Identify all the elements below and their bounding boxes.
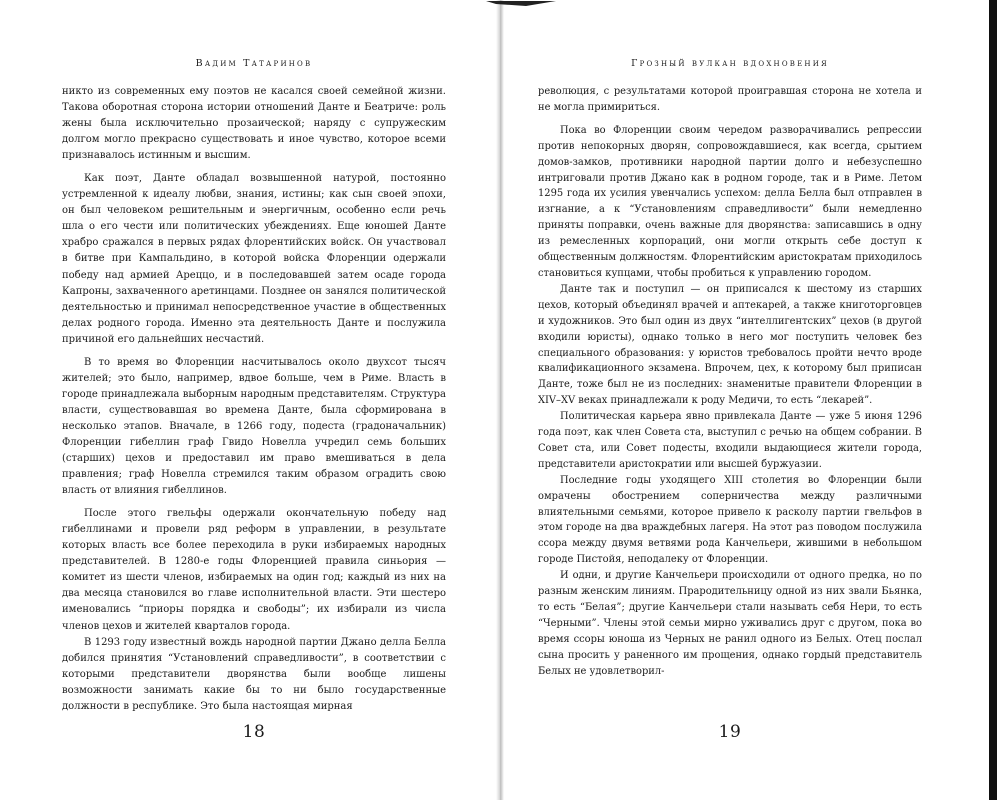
right-page-number: 19 bbox=[718, 722, 742, 742]
right-running-head: Грозный вулкан вдохновения bbox=[631, 58, 829, 69]
paragraph: никто из современных ему поэтов не касался своей семейной жизни. Такова оборотная сторона истории отношений Данте и Беатриче: роль жены была исключительно прозаической; наряду с супружеским долгом могло прекрасно существовать и иное чувство, которое всеми признавалось истинным и высшим. bbox=[62, 86, 446, 162]
scan-edge-shadow bbox=[989, 0, 997, 800]
paragraph: В то время во Флоренции насчитывалось около двухсот тысяч жителей; это было, например, вдвое больше, чем в Риме. Власть в городе принадлежала выборным народным представителям. Структура власти, существовавшая во времена Данте, была сформирована в несколько этапов. Вначале, в 1266 году, подеста (градоначальник) Флоренции гибеллин граф Гвидо Новелла учредил семь больших (старших) цехов и предоставил им право вмешиваться в дела правления; граф Новелла стремился таким образом оградить свою власть от влияния гибеллинов. bbox=[62, 356, 446, 497]
paragraph: революция, с результатами которой проигравшая сторона не хотела и не могла примириться. bbox=[538, 86, 922, 113]
paragraph: И одни, и другие Канчельери происходили от одного предка, но по разным женским линиям. Прародительницу одной из них звали Бьянка, то есть “Белая”; другие Канчельери стали называть себя Нери, то есть “Черными”. Члены этой семьи мирно уживались друг с другом, пока во время ссоры юноша из Черных не ранил одного из Белых. Отец послал сына просить у раненного им прощения, однако гордый представитель Белых не удовлетворил- bbox=[538, 570, 922, 677]
left-page-number: 18 bbox=[242, 722, 266, 742]
left-page bbox=[62, 0, 446, 800]
book-spine-gutter bbox=[496, 0, 504, 800]
right-page-body bbox=[538, 84, 922, 680]
right-page bbox=[538, 0, 922, 800]
left-running-head: Вадим Татаринов bbox=[195, 58, 313, 69]
paragraph: После этого гвельфы одержали окончательную победу над гибеллинами и провели ряд реформ в управлении, в результате которых власть все более переходила в руки избираемых народных представителей. В 1280-е годы Флоренцией правила синьория — комитет из шести членов, избираемых на один год; каждый из них на два месяца становился во главе исполнительной власти. Эти шестеро именовались “приоры порядка и свободы”; их избирали из числа членов цехов и жителей кварталов города. bbox=[62, 508, 446, 632]
paragraph: Последние годы уходящего XIII столетия во Флоренции были омрачены обострением соперничества между различными влиятельными семьями, которое привело к расколу партии гвельфов в этом городе на два враждебных лагеря. На этот раз поводом послужила ссора между двумя ветвями рода Канчельери, жившими в небольшом городе Пистойя, неподалеку от Флоренции. bbox=[538, 474, 922, 566]
left-page-body bbox=[62, 84, 446, 715]
paragraph: Пока во Флоренции своим чередом разворачивались репрессии против непокорных дворян, сопровождавшиеся, как всегда, срытием домов-замков, противники народной партии долго и небезуспешно интриговали против Джано как в родном городе, так и в Риме. Летом 1295 года их усилия увенчались успехом: делла Белла был отправлен в изгнание, а к “Установлениям справедливости” были немедленно приняты поправки, очень важные для дворянства: записавшись в одну из ремесленных корпораций, они могли открыть себе доступ к общественным должностям. Флорентийским аристократам приходилось становиться купцами, чтобы пробиться к управлению городом. bbox=[538, 124, 922, 279]
paragraph: Как поэт, Данте обладал возвышенной натурой, постоянно устремленной к идеалу любви, знания, истины; как сын своей эпохи, он был человеком решительным и энергичным, особенно если речь шла о его чести или политических убеждениях. Еще юношей Данте храбро сражался в первых рядах флорентийских войск. Он участвовал в битве при Кампальдино, в которой войска Флоренции одержали победу над армией Ареццо, и в последовавшей затем осаде города Капроны, захваченного аретинцами. Позднее он занялся политической деятельностью и принимал непосредственное участие в общественных делах родного города. Именно эта деятельность Данте и послужила причиной его дальнейших несчастий. bbox=[62, 173, 446, 345]
paragraph: Данте так и поступил — он приписался к шестому из старших цехов, который объединял врачей и аптекарей, а также книготорговцев и художников. Это был один из двух “интеллигентских” цехов (в другой входили юристы), однако только в него мог поступить человек без специального образования: у юристов требовалось пройти нечто вроде квалификационного экзамена. Впрочем, цех, к которому был приписан Данте, тоже был не из последних: знаменитые правители Флоренции в XIV–XV веках принадлежали к роду Медичи, то есть “лекарей”. bbox=[538, 283, 922, 407]
paragraph: Политическая карьера явно привлекала Данте — уже 5 июня 1296 года поэт, как член Совета ста, выступил с речью на общем собрании. В Совет ста, или Совет подесты, входили выдающиеся жители города, представители аристократии или высшей буржуазии. bbox=[538, 411, 922, 470]
paragraph: В 1293 году известный вождь народной партии Джано делла Белла добился принятия “Установлений справедливости”, в соответствии с которыми представители дворянства были вообще лишены возможности занимать какие бы то ни было государственные должности в республике. Это была настоящая мирная bbox=[62, 636, 446, 712]
